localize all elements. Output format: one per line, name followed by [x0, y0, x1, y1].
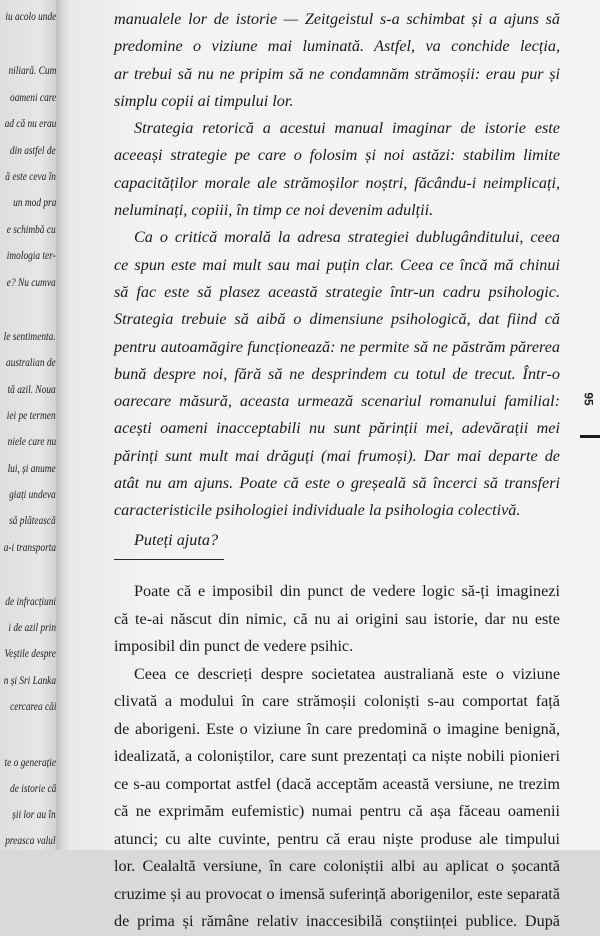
left-page-text-fragment: Veștile despre — [4, 646, 56, 660]
left-page-text-fragment: tă azil. Noua — [7, 382, 56, 396]
text-line: că ne exprimăm eufemistic) numai pentru că așa făceau oamenii — [114, 802, 560, 821]
left-page-text-fragment: giați undeva — [9, 487, 56, 501]
left-page-text-fragment: șii lor au în — [12, 807, 56, 821]
text-line: acești oameni inacceptabili nu sunt părinții mei, adevărații mei — [114, 419, 560, 438]
text-line: Strategia trebuie să aibă o dimensiune psihologică, dat fiind că — [114, 310, 560, 329]
left-page-text-fragment: te o generație — [4, 755, 56, 769]
book-gutter — [56, 0, 70, 850]
text-line: pentru autoamăgire funcționează: ne permite să ne păstrăm părerea — [114, 337, 560, 356]
question-heading: Puteți ajuta? — [134, 530, 219, 549]
left-page-text-fragment: niliară. Cum — [8, 63, 56, 77]
page-number-tick — [580, 435, 600, 438]
paragraph-2 — [114, 115, 560, 224]
text-line: de aborigeni. Este o viziune în care predomină o imagine benignă, — [114, 719, 560, 738]
text-line: Ceea ce descrieți despre societatea australiană este o viziune — [134, 664, 560, 683]
page-number: 95 — [581, 392, 596, 406]
text-line: clivată a modului în care strămoșii coloniști s-au comportat față — [114, 692, 560, 711]
text-line: manualele lor de istorie — Zeitgeistul s-a schimbat și a ajuns să — [114, 10, 560, 28]
right-page — [70, 0, 600, 931]
italic-section — [114, 6, 560, 525]
left-page-text-fragment: să plătească — [9, 513, 56, 527]
left-page-text-fragment: de infracțiuni — [5, 594, 56, 608]
paragraph-4 — [114, 578, 560, 661]
left-page-edge — [0, 0, 58, 850]
text-line: atât nu am ajuns. Poate că este o greșeală să încerci să transferi — [114, 474, 560, 493]
text-line: Poate că e imposibil din punct de vedere logic să-ți imaginezi — [134, 582, 560, 601]
text-line: caracteristicile psihologiei individuale la psihologia colectivă. — [114, 501, 521, 520]
left-page-text-fragment: iu acolo unde — [5, 9, 56, 23]
text-line: cruzime și au provocat o imensă suferință aborigenilor, este separată — [114, 884, 560, 903]
left-page-text-fragment: preasca valul — [5, 833, 56, 847]
text-line: Ca o critică morală la adresa strategiei dublugânditului, ceea — [134, 228, 560, 247]
text-line: neluminați, copiii, în timp ce noi devenim adulții. — [114, 201, 434, 220]
left-page-text-fragment: e? Nu cumva — [7, 275, 56, 289]
main-text-column — [114, 6, 560, 936]
left-page-text-fragment: imologia ter- — [7, 248, 56, 262]
left-page-text-fragment: cercarea căi — [9, 699, 56, 713]
section-separator — [114, 559, 224, 561]
paragraph-3 — [114, 224, 560, 524]
upright-section — [114, 578, 560, 936]
paragraph-5 — [114, 661, 560, 936]
left-page-text-fragment: din astfel de — [10, 143, 56, 157]
text-line: predomine o viziune mai luminată. Astfel, va conchide lecția, — [114, 37, 560, 56]
text-line: capacităților morale ale strămoșilor noștri, făcându-i neimplicați, — [114, 173, 560, 192]
left-page-text-fragment: lui, și anume — [7, 461, 56, 475]
left-page-text-fragment: de istorie că — [9, 781, 56, 795]
left-page-text-fragment: n și Sri Lanka — [3, 673, 56, 687]
text-line: lor. Cealaltă versiune, în care coloniștii albi au aplicat o șocantă — [114, 857, 560, 876]
left-page-text-fragment: i de azil prin — [8, 620, 56, 634]
text-line: imposibil din punct de vedere psihic. — [114, 637, 354, 656]
paragraph-1 — [114, 6, 560, 115]
left-page-text-fragment: le sentimenta. — [4, 329, 56, 343]
text-line: de prima și rămâne relativ inaccesibilă conștiinței publice. După — [114, 912, 560, 931]
left-page-text-fragment: ă este ceva în — [5, 169, 56, 183]
text-line: atunci; cu alte cuvinte, pentru că erau niște produse ale timpului — [114, 829, 560, 848]
text-line: aceeași strategie pe care o folosim și noi astăzi: stabilim limite — [114, 146, 560, 165]
text-line: simplu copii ai timpului lor. — [114, 91, 294, 110]
left-page-text-fragment: a-i transporta — [3, 540, 56, 554]
text-line: ar trebui să nu ne pripim să ne condamnăm strămoșii: erau pur și — [114, 64, 560, 83]
left-page-text-fragment: niele care nu — [7, 434, 56, 448]
text-line: ce spun este mai mult sau mai puțin clar. Ceea ce încă mă chinui — [114, 255, 560, 274]
text-line: că te-ai născut din nimic, că nu ai origini sau istorie, dar nu este — [114, 609, 560, 628]
text-line: bună despre noi, fără să ne desprindem cu totul de trecut. Într-o — [114, 364, 560, 383]
text-line: Strategia retorică a acestui manual imaginar de istorie este — [134, 119, 560, 138]
text-line: să fac este să plasez această strategie într-un cadru psihologic. — [114, 282, 560, 301]
left-page-text-fragment: e schimbă cu — [7, 222, 56, 236]
text-line: oarecare măsură, aceasta urmează scenariul romanului familial: — [114, 392, 560, 411]
text-line: părinți sunt mult mai drăguți (mai frumoși). Dar mai departe de — [114, 446, 560, 465]
left-page-text-fragment: iei pe termen — [7, 408, 56, 422]
left-page-text-fragment: oameni care — [9, 90, 56, 104]
text-line: idealizată, a coloniștilor, care sunt prezentați ca niște nobili pionieri — [114, 747, 560, 766]
left-page-text-fragment: ad că nu erau — [4, 116, 56, 130]
text-line: ce s-au comportat astfel (dacă acceptăm această versiune, ne trezim — [114, 774, 560, 793]
left-page-text-fragment: australian de — [6, 355, 56, 369]
left-page-text-fragment: un mod pra — [12, 195, 56, 209]
